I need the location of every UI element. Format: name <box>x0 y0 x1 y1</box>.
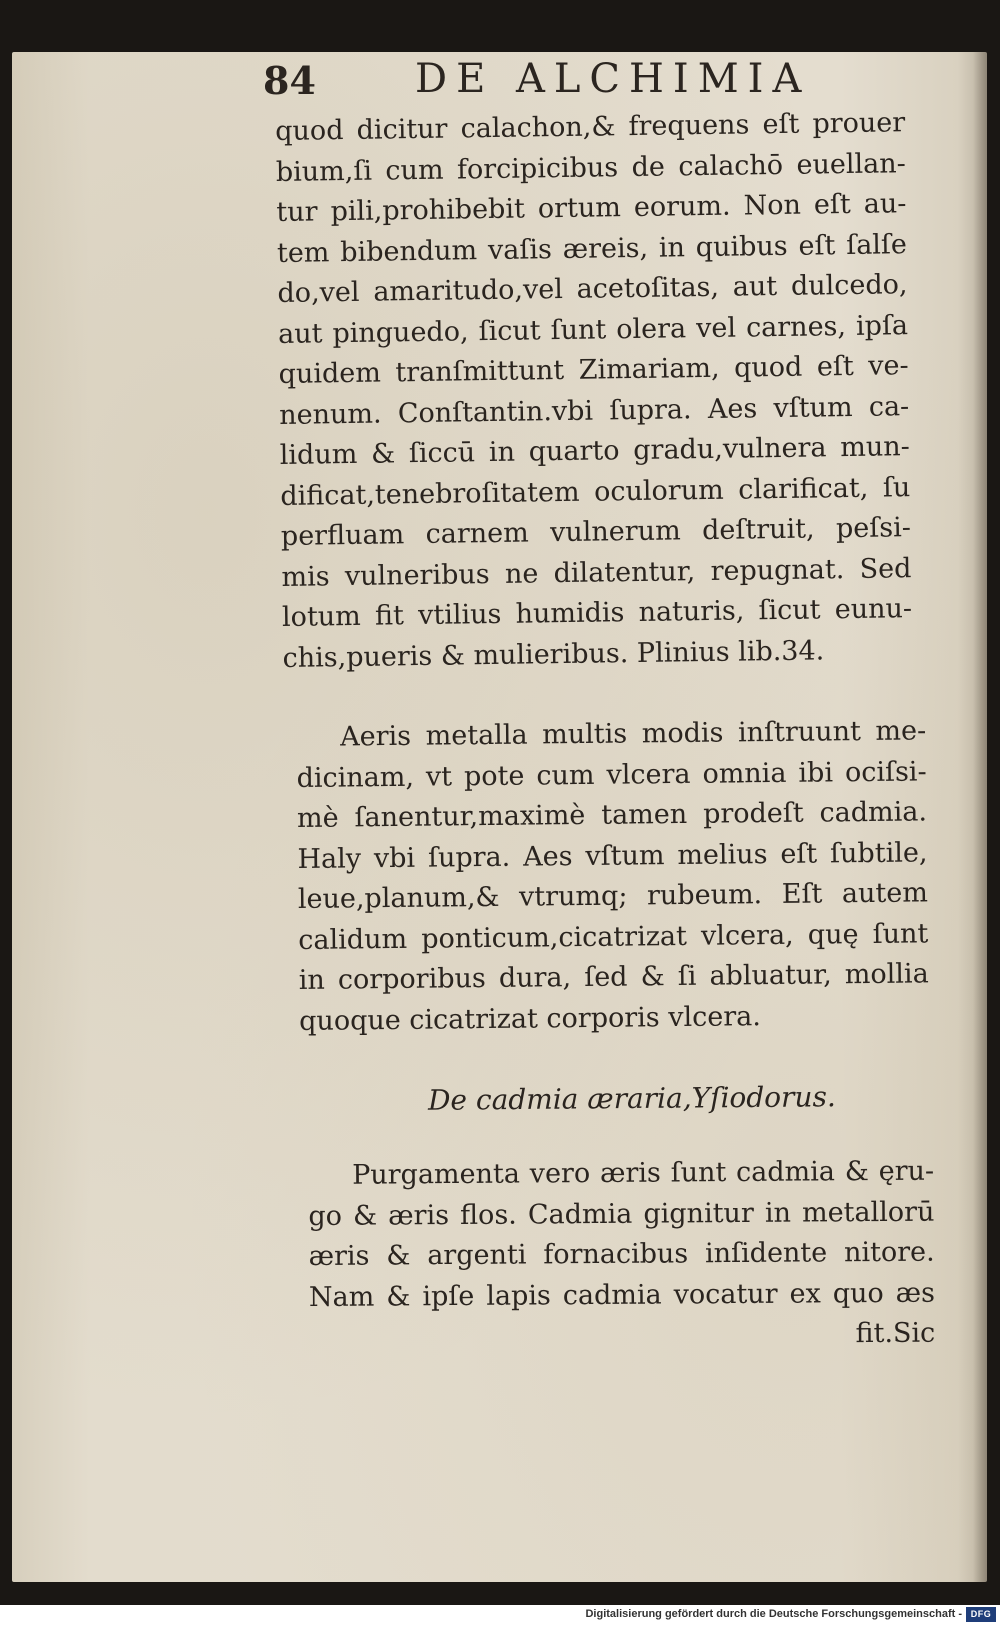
text-line: dicinam, vt pote cum vlcera omnia ibi ociſsi- <box>296 755 927 794</box>
text-line: lidum & ſiccū in quarto gradu,vulnera mun- <box>279 431 910 471</box>
text-line: Purgamenta vero æris ſunt cadmia & ęru- <box>352 1155 935 1191</box>
text-line: leue,planum,& vtrumq; rubeum. Eſt autem <box>297 877 929 915</box>
funding-credit: Digitalisierung gefördert durch die Deutsche Forschungsgemeinschaft - <box>585 1608 962 1620</box>
text-line: lotum fit vtilius humidis naturis, ſicut eunu- <box>281 593 913 633</box>
text-line: calidum ponticum,cicatrizat vlcera, quę ſunt <box>298 917 929 956</box>
text-line: Nam & ipſe lapis cadmia vocatur ex quo æs <box>308 1277 936 1313</box>
catchword: fit.Sic <box>855 1317 936 1350</box>
text-line: aut pinguedo, ſicut ſunt olera vel carnes, ipſa <box>277 309 909 350</box>
text-line: go & æris flos. Cadmia gignitur in metallorū <box>308 1196 935 1232</box>
text-line: do,vel amaritudo,vel acetoſitas, aut dulcedo, <box>277 269 908 309</box>
text-line: Haly vbi ſupra. Aes vſtum melius eſt ſubtile, <box>297 836 928 875</box>
paragraph-1 <box>275 103 913 679</box>
text-line: quod dicitur calachon,& frequens eſt prouer <box>275 107 906 147</box>
text-line: quidem tranſmittunt Zimariam, quod eſt ve- <box>278 350 909 390</box>
section-heading: De cadmia æraria,Yſiodorus. <box>427 1080 836 1117</box>
page-edge-shadow <box>973 52 987 1582</box>
text-line: quoque cicatrizat corporis vlcera. <box>299 1000 761 1037</box>
text-line: tur pili,prohibebit ortum eorum. Non eſt au- <box>276 188 907 228</box>
text-line: in corporibus dura, ſed & ſi abluatur, mollia <box>298 958 929 996</box>
dfg-logo: DFG <box>966 1607 996 1622</box>
digitization-footer <box>0 1605 1000 1625</box>
text-line: chis,pueris & mulieribus. Plinius lib.34. <box>282 634 825 674</box>
running-title: DE ALCHIMIA <box>415 56 811 102</box>
page-header <box>263 52 823 112</box>
text-line: nenum. Conſtantin.vbi ſupra. Aes vſtum ca- <box>279 390 910 431</box>
text-line: perfluam carnem vulnerum deſtruit, peſsi- <box>280 512 912 552</box>
text-line: mè ſanentur,maximè tamen prodeſt cadmia. <box>296 796 928 834</box>
page-number: 84 <box>263 58 316 103</box>
paragraph-2 <box>296 711 929 1042</box>
text-line: mis vulneribus ne dilatentur, repugnat. Sed <box>281 552 912 593</box>
text-line: dificat,tenebroſitatem oculorum clarificat, ſu <box>280 471 911 512</box>
paragraph-3 <box>308 1152 935 1359</box>
text-line: æris & argenti fornacibus inſidente nitore. <box>308 1236 935 1272</box>
text-line: tem bibendum vaſis æreis, in quibus eſt ſalſe <box>276 228 908 269</box>
text-line: bium,ſi cum forcipicibus de calachō euellan- <box>275 147 906 188</box>
text-line: Aeris metalla multis modis inſtruunt me- <box>340 715 927 753</box>
